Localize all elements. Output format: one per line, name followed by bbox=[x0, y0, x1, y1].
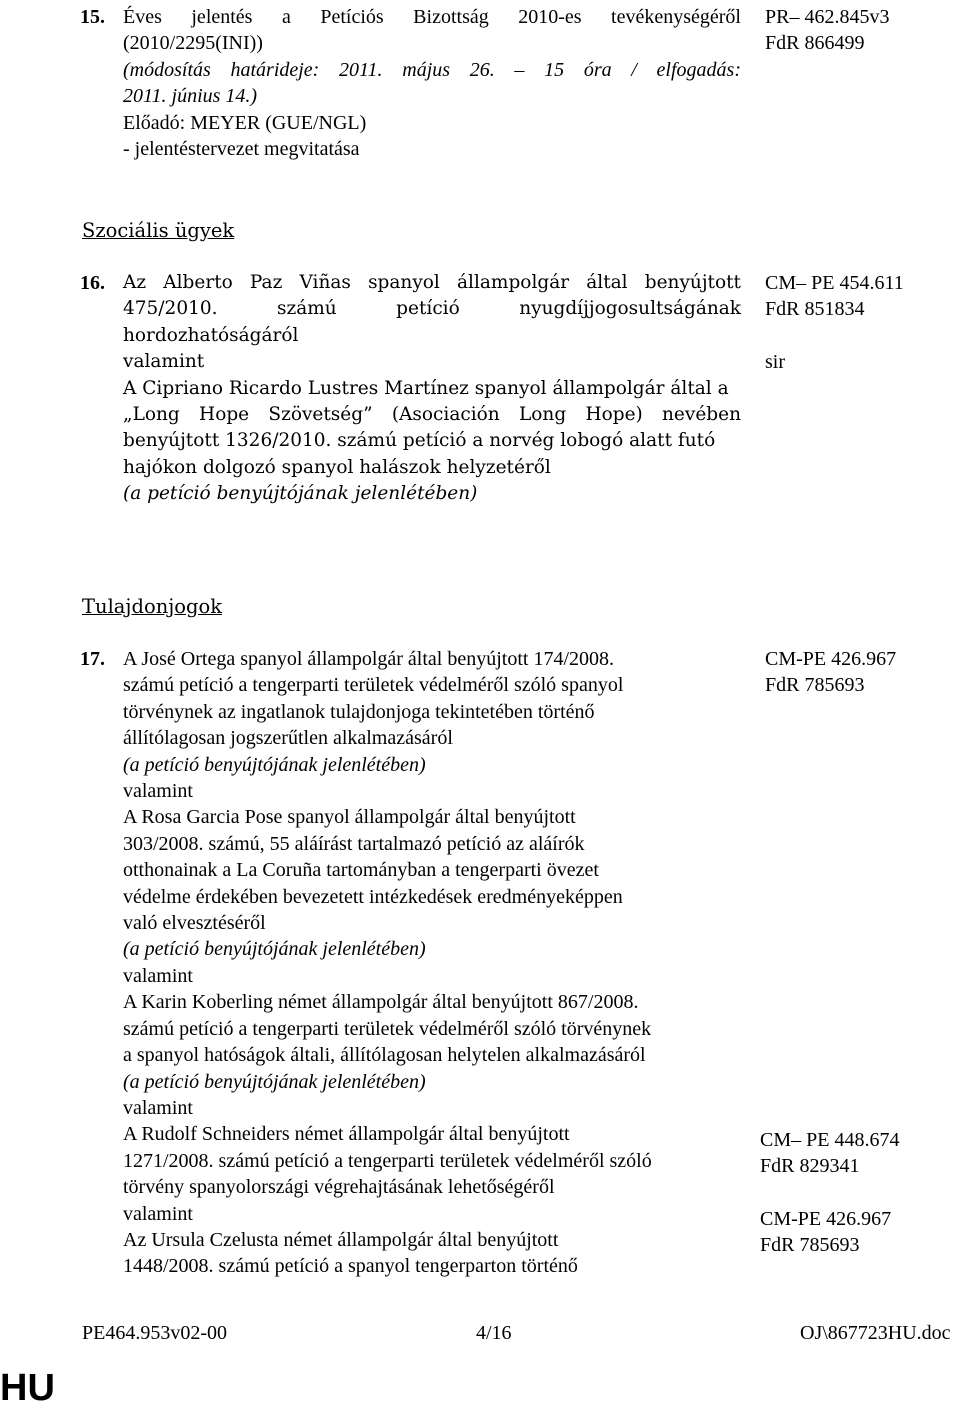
ref-line: PR– 462.845v3 bbox=[765, 6, 890, 28]
section-title-social: Szociális ügyek bbox=[82, 219, 235, 242]
text-line: A Rudolf Schneiders német állampolgár által benyújtott bbox=[123, 1123, 570, 1146]
text-line: állítólagosan jogszerűtlen alkalmazásáról bbox=[123, 727, 453, 750]
page-footer bbox=[0, 1320, 960, 1346]
text-line: Éves jelentés a Petíciós Bizottság 2010-es tevékenységéről bbox=[123, 6, 741, 28]
document-refs bbox=[765, 270, 960, 376]
text-line: A Karin Koberling német állampolgár által benyújtott 867/2008. bbox=[123, 991, 639, 1014]
document-refs bbox=[760, 1127, 955, 1180]
ref-line: FdR 851834 bbox=[765, 298, 865, 321]
text-line: valamint bbox=[123, 1202, 193, 1225]
presence-note: (a petíció benyújtójának jelenlétében) bbox=[123, 938, 426, 961]
text-line: A Cipriano Ricardo Lustres Martínez spanyol állampolgár által a bbox=[123, 377, 729, 399]
text-line: A José Ortega spanyol állampolgár által benyújtott 174/2008. bbox=[123, 648, 615, 670]
text-line: 1448/2008. számú petíció a spanyol tengerparton történő bbox=[123, 1255, 578, 1278]
item-number: 17. bbox=[80, 648, 105, 670]
text-line: törvény spanyolországi végrehajtásának lehetőségéről bbox=[123, 1176, 555, 1199]
language-code: HU bbox=[0, 1367, 55, 1409]
ref-line: CM-PE 426.967 bbox=[765, 648, 897, 670]
presence-note: (a petíció benyújtójának jelenlétében) bbox=[123, 483, 478, 505]
section-title-property: Tulajdonjogok bbox=[82, 595, 223, 618]
deadline-line: 2011. június 14.) bbox=[123, 85, 258, 108]
item-number: 15. bbox=[80, 6, 105, 28]
ref-line: FdR 785693 bbox=[765, 674, 865, 697]
ref-line: CM-PE 426.967 bbox=[760, 1208, 892, 1230]
text-line: 303/2008. számú, 55 aláírást tartalmazó petíció az aláírók bbox=[123, 832, 585, 855]
rapporteur: Előadó: MEYER (GUE/NGL) bbox=[123, 111, 367, 134]
text-line: A Rosa Garcia Pose spanyol állampolgár által benyújtott bbox=[123, 806, 576, 829]
presence-note: (a petíció benyújtójának jelenlétében) bbox=[123, 1070, 426, 1093]
text-line: a spanyol hatóságok általi, állítólagosan helytelen alkalmazásáról bbox=[123, 1044, 646, 1067]
text-line: otthonainak a La Coruña tartományban a tengerparti övezet bbox=[123, 859, 599, 882]
footer-page-number: 4/16 bbox=[476, 1322, 512, 1344]
text-line: hajókon dolgozó spanyol halászok helyzetéről bbox=[123, 456, 551, 478]
item-number: 16. bbox=[80, 272, 105, 294]
ref-line: FdR 866499 bbox=[765, 32, 865, 55]
text-line: Az Ursula Czelusta német állampolgár által benyújtott bbox=[123, 1228, 559, 1251]
document-refs bbox=[765, 4, 960, 57]
text-line: számú petíció a tengerparti területek védelméről szóló spanyol bbox=[123, 674, 624, 697]
text-line: törvénynek az ingatlanok tulajdonjoga tekintetében történő bbox=[123, 700, 595, 723]
document-refs bbox=[760, 1206, 955, 1259]
ref-line: FdR 785693 bbox=[760, 1234, 860, 1257]
text-line: valamint bbox=[123, 780, 193, 803]
text-line: valamint bbox=[123, 964, 193, 987]
ref-note: sir bbox=[765, 351, 785, 374]
text-line: valamint bbox=[123, 351, 205, 373]
document-refs bbox=[765, 646, 960, 699]
item-text bbox=[123, 646, 763, 1280]
ref-line: FdR 829341 bbox=[760, 1155, 860, 1178]
text-line: benyújtott 1326/2010. számú petíció a norvég lobogó alatt futó bbox=[123, 430, 716, 452]
ref-line: CM– PE 454.611 bbox=[765, 272, 904, 294]
footer-doc-id: PE464.953v02-00 bbox=[82, 1322, 227, 1344]
item-text bbox=[123, 4, 741, 162]
text-line: valamint bbox=[123, 1096, 193, 1119]
presence-note: (a petíció benyújtójának jelenlétében) bbox=[123, 753, 426, 776]
deadline-line: (módosítás határideje: 2011. május 26. – 15 óra / elfogadás: bbox=[123, 58, 741, 81]
item-text bbox=[123, 270, 741, 508]
text-line: (2010/2295(INI)) bbox=[123, 32, 263, 55]
text-line: hordozhatóságáról bbox=[123, 324, 299, 346]
footer-file-name: OJ\867723HU.doc bbox=[800, 1322, 951, 1344]
text-line: „Long Hope Szövetség” (Asociación Long Hope) nevében bbox=[123, 404, 741, 426]
text-line: védelme érdekében bevezetett intézkedések eredményeképpen bbox=[123, 885, 623, 908]
action: - jelentéstervezet megvitatása bbox=[123, 138, 360, 161]
text-line: Az Alberto Paz Viñas spanyol állampolgár által benyújtott bbox=[123, 272, 741, 293]
text-line: való elvesztéséről bbox=[123, 912, 266, 935]
text-line: számú petíció a tengerparti területek védelméről szóló törvénynek bbox=[123, 1017, 652, 1040]
text-line: 475/2010. számú petíció nyugdíjjogosultságának bbox=[123, 298, 741, 320]
text-line: 1271/2008. számú petíció a tengerparti területek védelméről szóló bbox=[123, 1149, 652, 1172]
ref-line: CM– PE 448.674 bbox=[760, 1129, 900, 1151]
